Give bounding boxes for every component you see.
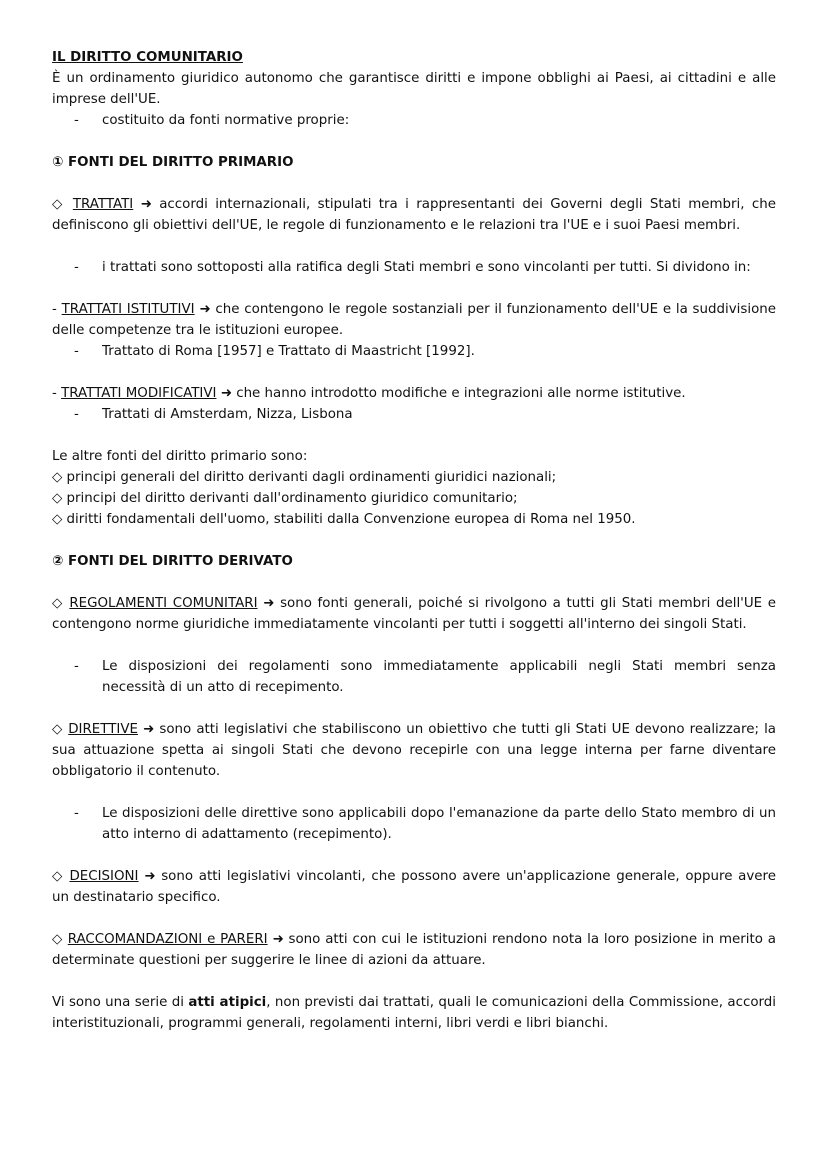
altre-fonti-item: ◇ principi generali del diritto derivanti dagli ordinamenti giuridici nazionali; <box>52 470 557 485</box>
arrow-icon: ➜ <box>138 869 162 884</box>
arrow-icon: ➜ <box>137 722 160 737</box>
modificativi-term: TRATTATI MODIFICATIVI <box>61 386 217 401</box>
modificativi-bullet: - Trattati di Amsterdam, Nizza, Lisbona <box>52 404 776 425</box>
altre-fonti-item: ◇ principi del diritto derivanti dall'ordinamento giuridico comunitario; <box>52 491 518 506</box>
regolamenti-term: REGOLAMENTI COMUNITARI <box>69 596 258 611</box>
regolamenti-bullet: - Le disposizioni dei regolamenti sono immediatamente applicabili negli Stati membri senza necessità di un atto di recepimento. <box>52 656 776 698</box>
istitutivi-term: TRATTATI ISTITUTIVI <box>61 302 195 317</box>
section1-heading: ① FONTI DEL DIRITTO PRIMARIO <box>52 155 294 170</box>
raccomandazioni-term: RACCOMANDAZIONI e PARERI <box>67 932 268 947</box>
dash-marker: - <box>74 344 79 359</box>
arrow-icon: ➜ <box>194 302 216 317</box>
dash-marker: - <box>74 407 79 422</box>
altre-fonti-item: ◇ diritti fondamentali dell'uomo, stabiliti dalla Convenzione europea di Roma nel 1950. <box>52 512 636 527</box>
arrow-icon: ➜ <box>267 932 289 947</box>
direttive-bullet: - Le disposizioni delle direttive sono applicabili dopo l'emanazione da parte dello Stato membro di un atto interno di adattamento (recepimento). <box>52 803 776 845</box>
intro-paragraph: È un ordinamento giuridico autonomo che garantisce diritti e impone obblighi ai Paesi, ai cittadini e alle imprese dell'UE. <box>52 71 776 107</box>
document-title: IL DIRITTO COMUNITARIO <box>52 50 243 65</box>
trattati-paragraph: ◇ TRATTATI ➜ accordi internazionali, stipulati tra i rappresentanti dei Governi degli Stati membri, che definiscono gli obiettivi dell'UE, le regole di funzionamento e le relazioni tra l'UE e i suoi Paesi membri. <box>52 197 776 233</box>
section2-heading: ② FONTI DEL DIRITTO DERIVATO <box>52 554 293 569</box>
dash-marker: - <box>74 260 79 275</box>
decisioni-paragraph: ◇ DECISIONI ➜ sono atti legislativi vincolanti, che possono avere un'applicazione generale, oppure avere un destinatario specifico. <box>52 869 776 905</box>
direttive-paragraph: ◇ DIRETTIVE ➜ sono atti legislativi che stabiliscono un obiettivo che tutti gli Stati UE devono realizzare; la sua attuazione spetta ai singoli Stati che devono recepirle con una legge interna per farne diventare obbligatorio il contenuto. <box>52 722 776 779</box>
raccomandazioni-paragraph: ◇ RACCOMANDAZIONI e PARERI ➜ sono atti con cui le istituzioni rendono nota la loro posizione in merito a determinate questioni per suggerire le linee di azioni da attuare. <box>52 932 777 968</box>
trattati-bullet: - i trattati sono sottoposti alla ratifica degli Stati membri e sono vincolanti per tutti. Si dividono in: <box>52 257 776 278</box>
istitutivi-bullet: - Trattato di Roma [1957] e Trattato di Maastricht [1992]. <box>52 341 776 362</box>
regolamenti-paragraph: ◇ REGOLAMENTI COMUNITARI ➜ sono fonti generali, poiché si rivolgono a tutti gli Stati membri dell'UE e contengono norme giuridiche immediatamente vincolanti per tutti i soggetti all'interno dei singoli Stati. <box>52 596 776 632</box>
dash-marker: - <box>74 113 79 128</box>
intro-bullet-text: costituito da fonti normative proprie: <box>102 113 350 128</box>
decisioni-term: DECISIONI <box>69 869 139 884</box>
atti-atipici-term: atti atipici <box>188 995 267 1010</box>
istitutivi-paragraph: - TRATTATI ISTITUTIVI ➜ che contengono le regole sostanziali per il funzionamento dell'UE e la suddivisione delle competenze tra le istituzioni europee. <box>52 302 777 338</box>
direttive-term: DIRETTIVE <box>68 722 138 737</box>
arrow-icon: ➜ <box>257 596 281 611</box>
intro-bullet <box>52 110 776 131</box>
dash-marker: - <box>74 806 79 821</box>
arrow-icon: ➜ <box>216 386 237 401</box>
trattati-term: TRATTATI <box>72 197 134 212</box>
arrow-icon: ➜ <box>133 197 160 212</box>
modificativi-paragraph: - TRATTATI MODIFICATIVI ➜ che hanno introdotto modifiche e integrazioni alle norme istitutive. <box>52 386 686 401</box>
dash-marker: - <box>74 659 79 674</box>
atti-atipici-paragraph: Vi sono una serie di atti atipici, non previsti dai trattati, quali le comunicazioni della Commissione, accordi interistituzionali, programmi generali, regolamenti interni, libri verdi e libri bianchi. <box>52 995 777 1031</box>
altre-fonti-intro: Le altre fonti del diritto primario sono: <box>52 449 308 464</box>
